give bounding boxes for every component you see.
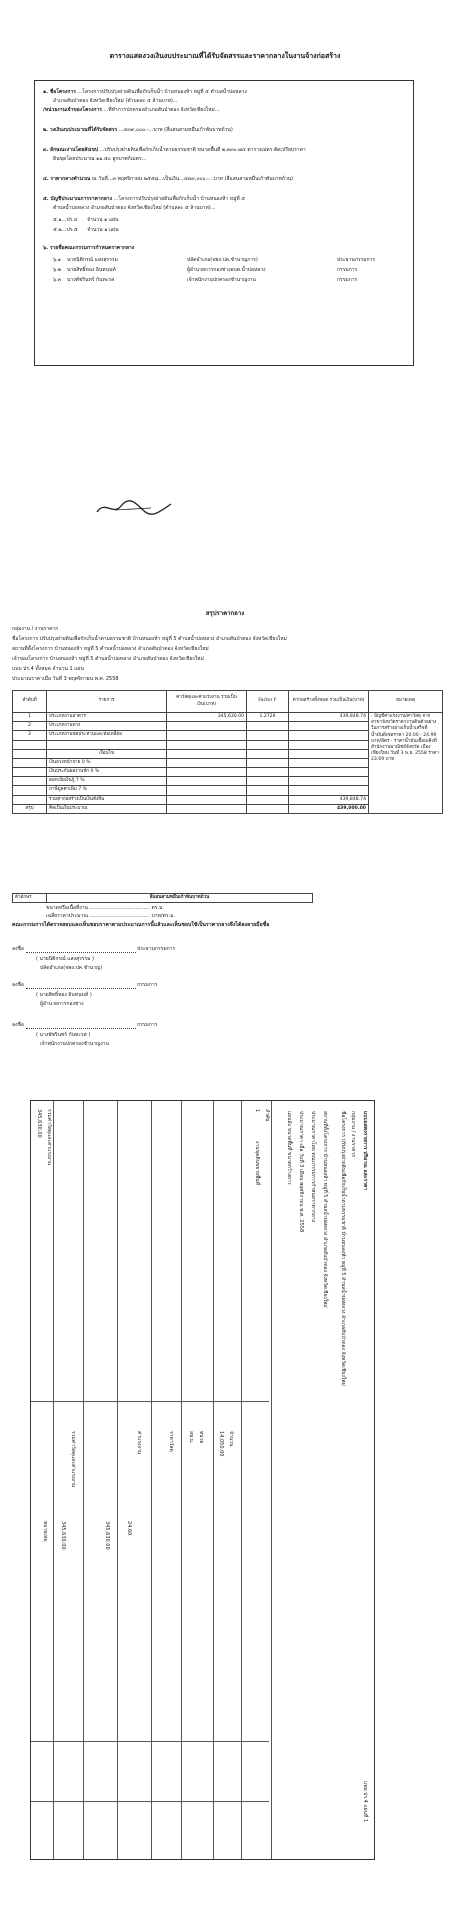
price-estimate-line: ๕. บัญชีประมาณการราคากลาง ...โครงการปรับปรุงฝายดินเพื่อกักเก็บน้ำ บ้านหนองห้า หมู่ที่ ๕ [43, 196, 246, 202]
table-row: เงินล่วงหน้าจ่าย 0 % [13, 758, 443, 767]
area-row: ขนาดหรือเนื้อที่งาน ...................................... ตร.ม. [46, 905, 164, 911]
col-header: ค่าวัสดุและค่าแรงงาน รวมเป็นเงิน(บาท) [167, 691, 247, 713]
signature-block: ลงชื่อ กรรมการ [12, 982, 158, 988]
col-header: Factor F [247, 691, 289, 713]
table-row: ภาษีมูลค่าเพิ่ม 7 % [13, 786, 443, 795]
page-summary-budget [0, 0, 450, 600]
form-info-line: ประมาณราคาโดย คณะกรรมการกำหนดราคากลาง [309, 1111, 316, 1223]
cell-item: ประเภทงานอาคาร [47, 713, 167, 722]
work-description-line: ๓. ลักษณะงานโดยสังเขป ...ปรับปรุงฝายดินเพื่อกักเก็บน้ำตามธรรมชาติ ขนาดพื้นที่ ๒,๓๓๐.๗๔ ตารางเมตร ตัดเปรียบราคา [43, 147, 306, 153]
summary-info-line: เจ้าของโครงการ บ้านหนองห้า หมู่ที่ 5 ตำบลน้ำบ่อหลวง อำเภอสันป่าตอง จังหวัดเชียงใหม่ [12, 656, 204, 662]
page-price-summary [0, 600, 450, 1020]
col-header: รายการ [47, 691, 167, 713]
cell-factor: 1.2726 [247, 713, 289, 722]
committee-row: ๖.๑ นายนิติกรณ์ แสงสุรรรม ปลัดอำเภอ(จพง.ปค.ชำนาญการ) ประธานกรรมการ [53, 257, 376, 263]
sum-label: รวมค่าวัสดุและค่าแรงงาน [45, 1109, 52, 1166]
summary-info-line: แบบ ปร.4 ทั้งหมด จำนวน 1 แผ่น [12, 666, 84, 672]
price-summary-table [12, 690, 443, 814]
form-info-line: ชื่อโครงการ ปรับปรุงฝายดินเพื่อกักเก็บน้ำตามธรรมชาติ บ้านหนองห้า หมู่ที่ 5 ตำบลน้ำบ่อหลวง อำเภอสันป่าตอง จังหวัดเชียงใหม่ [339, 1111, 346, 1386]
col-header-remark: หมายเหตุ [41, 1521, 48, 1542]
form-info-line: ประมาณราคา เมื่อ วันที่ 3 เดือน พฤศจิกายน พ.ศ. 2558 [297, 1111, 304, 1233]
words-label: ตัวอักษร [13, 894, 47, 903]
row-no: 1 [253, 1109, 260, 1113]
summary-info-line: ชื่อโครงการ ปรับปรุงฝายดินเพื่อกักเก็บน้ำตามธรรมชาติ บ้านหนองห้า หมู่ที่ 5 ตำบลน้ำบ่อหลวง อำเภอสันป่าตอง จังหวัดเชียงใหม่ [12, 636, 287, 642]
form-heading: แบบแสดงรายการ ปริมาณ และราคา [361, 1111, 368, 1191]
row-total: 345,630.00 [59, 1521, 66, 1550]
summary-info-line: ประมาณราคาเมื่อ วันที่ 3 พฤศจิกายน พ.ศ. 2558 [12, 676, 119, 682]
col-header-unit: หน่วย [197, 1431, 204, 1444]
certification-text: คณะกรรมการได้ตรวจสอบและเห็นชอบราคาตามประมาณการนี้แล้วและเห็นชอบใช้เป็นราคากลางจึงได้ลงลายมือชื่อ [12, 922, 270, 928]
form-info-line: สถานที่ตั้งโครงการ บ้านหนองห้า หมู่ที่ 5 ตำบลน้ำบ่อหลวง อำเภอสันป่าตอง จังหวัดเชียงใหม่ [321, 1111, 328, 1308]
page-pr4-form [0, 1060, 450, 1910]
amount-in-words-table [12, 893, 313, 903]
col-header-qty: จำนวน [227, 1431, 234, 1447]
remarks-cell: - บัญชีค่าแรงงาน/ค่าวัสดุ จาก สาขาจังหวัดราคางานดินตัวอย่างในการสร้างอ่างเก็บน้ำเสร็จที่ น้ำมันดีเซลราคา 20.00 - 24.99 บาท/ลิตร - ราคาน้ำมันเชื้อเพลิงที่สำนักงานพาณิชย์จังหวัด เมืองเชียงใหม่ วันที่ 3 พ.ย. 2558 ราคา 23.69 บาท [369, 713, 443, 814]
average-price-row: เฉลี่ยราคาประมาณ ...................................... บาท/ตร.ม. [46, 913, 175, 919]
budget-info-box [34, 80, 414, 366]
table-row: 2 ประเภทงานทาง [13, 722, 443, 731]
budget-line: ๒. วงเงินงบประมาณที่ได้รับจัดสรร ...๔๓๙,๐๐๐.-...บาท (สี่แสนสามหมื่นเก้าพันบาทถ้วน) [43, 127, 233, 133]
col-header-no: ลำดับ [263, 1109, 270, 1122]
pr4-rotated-form [30, 1100, 375, 1860]
col-header-labor: ค่าแรงงาน [135, 1431, 142, 1455]
row-unit: ลบ.ม. [187, 1431, 194, 1444]
document-title: ตารางแสดงวงเงินงบประมาณที่ได้รับจัดสรรและราคากลางในงานจ้างก่อสร้าง [109, 52, 341, 60]
table-row: 3 ประเภทงานชลประทานและท่อเหลี่ยม [13, 731, 443, 740]
project-name-line: ๑. ชื่อโครงการ ...โครงการปรับปรุงฝายดินเพื่อกักเก็บน้ำ บ้านหนองห้า หมู่ที่ ๕ ตำบลน้ำบ่อหลวง [43, 89, 247, 95]
price-estimate-line-2: ตำบลน้ำบ่อหลวง อำเภอสันป่าตอง จังหวัดเชียงใหม่ (ตำบลละ ๕ ล้านบาท)... [53, 205, 216, 211]
committee-row: ๖.๒ นายสิทธิ์ทอง อินทนนท์ ผู้อำนวยการกองช่างอบต.น้ำบ่อหลวง กรรมการ [53, 267, 358, 273]
summary-info-line: สถานที่ตั้งโครงการ บ้านหนองห้า หมู่ที่ 5 ตำบลน้ำบ่อหลวง อำเภอสันป่าตอง จังหวัดเชียงใหม่ [12, 646, 209, 652]
table-row [13, 713, 443, 722]
form-sheet-no: แบบ ปร.4 แผ่นที่ 1 [361, 1781, 368, 1823]
table-header-row [13, 691, 443, 713]
signer-name: ( นายนิติกรณ์ แสงสุรรรม ) [36, 956, 94, 962]
project-name-line-2: อำเภอสันป่าตอง จังหวัดเชียงใหม่ (ตำบลละ ๕ ล้านบาท)... [53, 98, 178, 104]
col-header-material: ราคาวัสดุ [167, 1431, 174, 1452]
table-row: เงินประกันผลงานหัก 0 % [13, 767, 443, 776]
col-header: หมายเหตุ [369, 691, 443, 713]
handwritten-signature [95, 498, 175, 518]
cell-total: 439,848.74 [289, 713, 369, 722]
table-row: เงื่อนไข [13, 749, 443, 758]
committee-row: ๖.๓ นางพัชรินทร์ กันทะรส เจ้าพนักงานปกครองชำนาญงาน กรรมการ [53, 277, 358, 283]
summary-title: สรุปราคากลาง [205, 610, 245, 617]
form-info-line: กลุ่มงาน / งานราคาก [349, 1111, 356, 1158]
signer-position: ปลัดอำเภอ(จพง.ปค.ชำนาญ) [40, 965, 103, 971]
subitem-pr5: ๕.๒...ปร.๕ จำนวน ๑ แผ่น [53, 227, 119, 233]
row-item: งานขุดดินขยายพื้นที่ [253, 1141, 260, 1186]
col-header: ลำดับที่ [13, 691, 47, 713]
form-info-line: แผนผัง ขนาดพื้นที่ ขนาดกว้างยาว [285, 1111, 292, 1185]
row-labor-total: 345,630.00 [103, 1521, 110, 1550]
col-header: ค่าก่อสร้างทั้งหมด รวมเป็นเงิน(บาท) [289, 691, 369, 713]
signer-name: ( นางพัชรินทร์ กันทะรส ) [36, 1032, 91, 1038]
signature-block: ลงชื่อ กรรมการ [12, 1022, 158, 1028]
row-labor-unit: 24.60 [125, 1521, 132, 1536]
table-row: ดอกเบี้ยเงินกู้ 7 % [13, 777, 443, 786]
median-price-line: ๔. ราคากลางคำนวณ ณ วันที่...๓ พฤศจิกายน ๒๕๕๘...เป็นเงิน...๔๓๙,๐๐๐.-...บาท (สี่แสนสามหมื่นเก้าพันบาทถ้วน) [43, 176, 294, 182]
cell-no: 1 [13, 713, 47, 722]
cell-cost: 345,630.00 [167, 713, 247, 722]
col-header-total: รวมค่าวัสดุและค่าแรงงาน [69, 1431, 76, 1488]
table-row-total: รวมค่าก่อสร้างเป็นเงินทั้งสิ้น 439,848.74 [13, 795, 443, 804]
words-value: สี่แสนสามหมื่นเก้าพันบาทถ้วน [47, 894, 313, 903]
summary-info-line: กลุ่มงาน / งานราคาก [12, 626, 59, 632]
signature-block: ลงชื่อ ประธานกรรมการ [12, 946, 176, 952]
work-description-line-2: ดินขุดโดยประมาณ ๑๑.๕๐ ลูกบาศก์เมตร... [53, 156, 147, 162]
signer-name: ( นายสิทธิ์ทอง อินทนนท์ ) [36, 992, 92, 998]
signer-position: เจ้าพนักงานปกครองชำนาญงาน [40, 1041, 109, 1047]
subitem-pr4: ๕.๑...ปร.๔ จำนวน ๑ แผ่น [53, 217, 119, 223]
signer-position: ผู้อำนวยการกองช่าง [40, 1001, 84, 1007]
owner-agency-line: /หน่วยงานเจ้าของโครงการ ...ที่ทำการปกครองอำเภอสันป่าตอง จังหวัดเชียงใหม่... [43, 107, 220, 113]
table-row-summary: สรุป คิดเป็นเงินประมาณ 439,000.00 [13, 804, 443, 813]
committee-title: ๖. รายชื่อคณะกรรมการกำหนดราคากลาง [43, 245, 135, 251]
sum-total: 345,630.00 [35, 1109, 42, 1138]
row-qty: 14,050.00 [217, 1431, 224, 1457]
